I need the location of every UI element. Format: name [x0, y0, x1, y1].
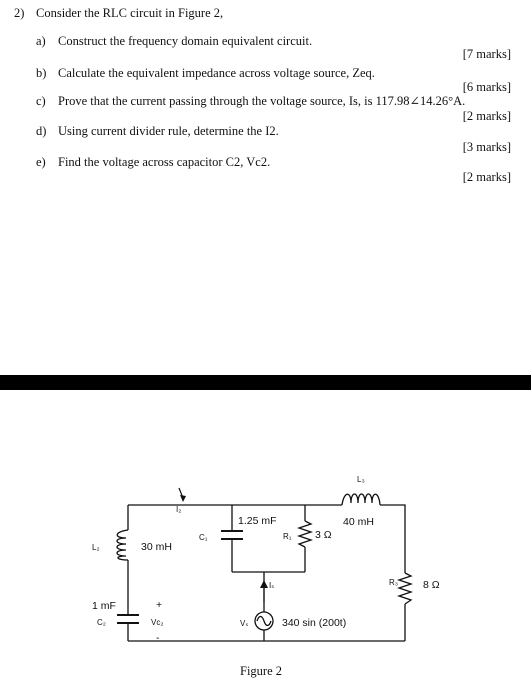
circuit-diagram [0, 390, 531, 683]
part-d-label: d) [36, 124, 47, 138]
r1-label: R₁ [283, 532, 292, 541]
separator-bar [0, 375, 531, 390]
voltage-source-vs [255, 612, 273, 630]
vc2-minus: - [156, 632, 160, 644]
part-e-marks: [2 marks] [462, 170, 511, 184]
vs-label: Vₛ [240, 619, 249, 628]
l3-label: L₃ [357, 475, 365, 484]
is-label: Iₛ [269, 581, 275, 590]
part-e-label: e) [36, 155, 46, 169]
c2-value: 1 mF [92, 600, 116, 612]
figure-caption: Figure 2 [240, 664, 283, 678]
capacitor-c1 [221, 531, 243, 539]
arrow-is [260, 580, 268, 602]
i2-label: I₂ [176, 505, 182, 514]
part-c-label: c) [36, 94, 46, 108]
arrow-i2 [179, 488, 186, 502]
question-intro: Consider the RLC circuit in Figure 2, [36, 6, 224, 20]
part-a-text: Construct the frequency domain equivalent circuit. [58, 34, 313, 48]
part-c-marks: [2 marks] [462, 109, 511, 123]
part-b-label: b) [36, 66, 47, 80]
c1-label: C₁ [199, 533, 208, 542]
c2-label: C₂ [97, 618, 106, 627]
vc2-label: Vc₂ [151, 618, 164, 627]
part-b-text: Calculate the equivalent impedance across voltage source, Zeq. [58, 66, 375, 80]
capacitor-c2 [117, 615, 139, 623]
inductor-l2 [117, 530, 128, 560]
part-e-text: Find the voltage across capacitor C2, Vc2. [58, 155, 271, 169]
resistor-r1 [299, 521, 311, 547]
question-number: 2) [14, 6, 25, 20]
l3-value: 40 mH [343, 516, 374, 528]
l2-label: L₂ [92, 543, 100, 552]
r3-label: R₃ [389, 578, 399, 587]
l2-value: 30 mH [141, 541, 172, 553]
r1-value: 3 Ω [315, 529, 332, 541]
r3-value: 8 Ω [423, 579, 440, 591]
vc2-plus: + [156, 599, 163, 611]
vs-value: 340 sin (200t) [282, 617, 347, 629]
resistor-r3 [399, 573, 411, 604]
part-a-marks: [7 marks] [462, 47, 511, 61]
inductor-l3 [342, 494, 380, 505]
part-b-marks: [6 marks] [462, 80, 511, 94]
part-a-label: a) [36, 34, 46, 48]
part-d-text: Using current divider rule, determine the I2. [58, 124, 279, 138]
part-c-text: Prove that the current passing through the voltage source, Is, is 117.98∠14.26°A. [58, 94, 466, 108]
c1-value: 1.25 mF [238, 515, 277, 527]
part-d-marks: [3 marks] [462, 140, 511, 154]
